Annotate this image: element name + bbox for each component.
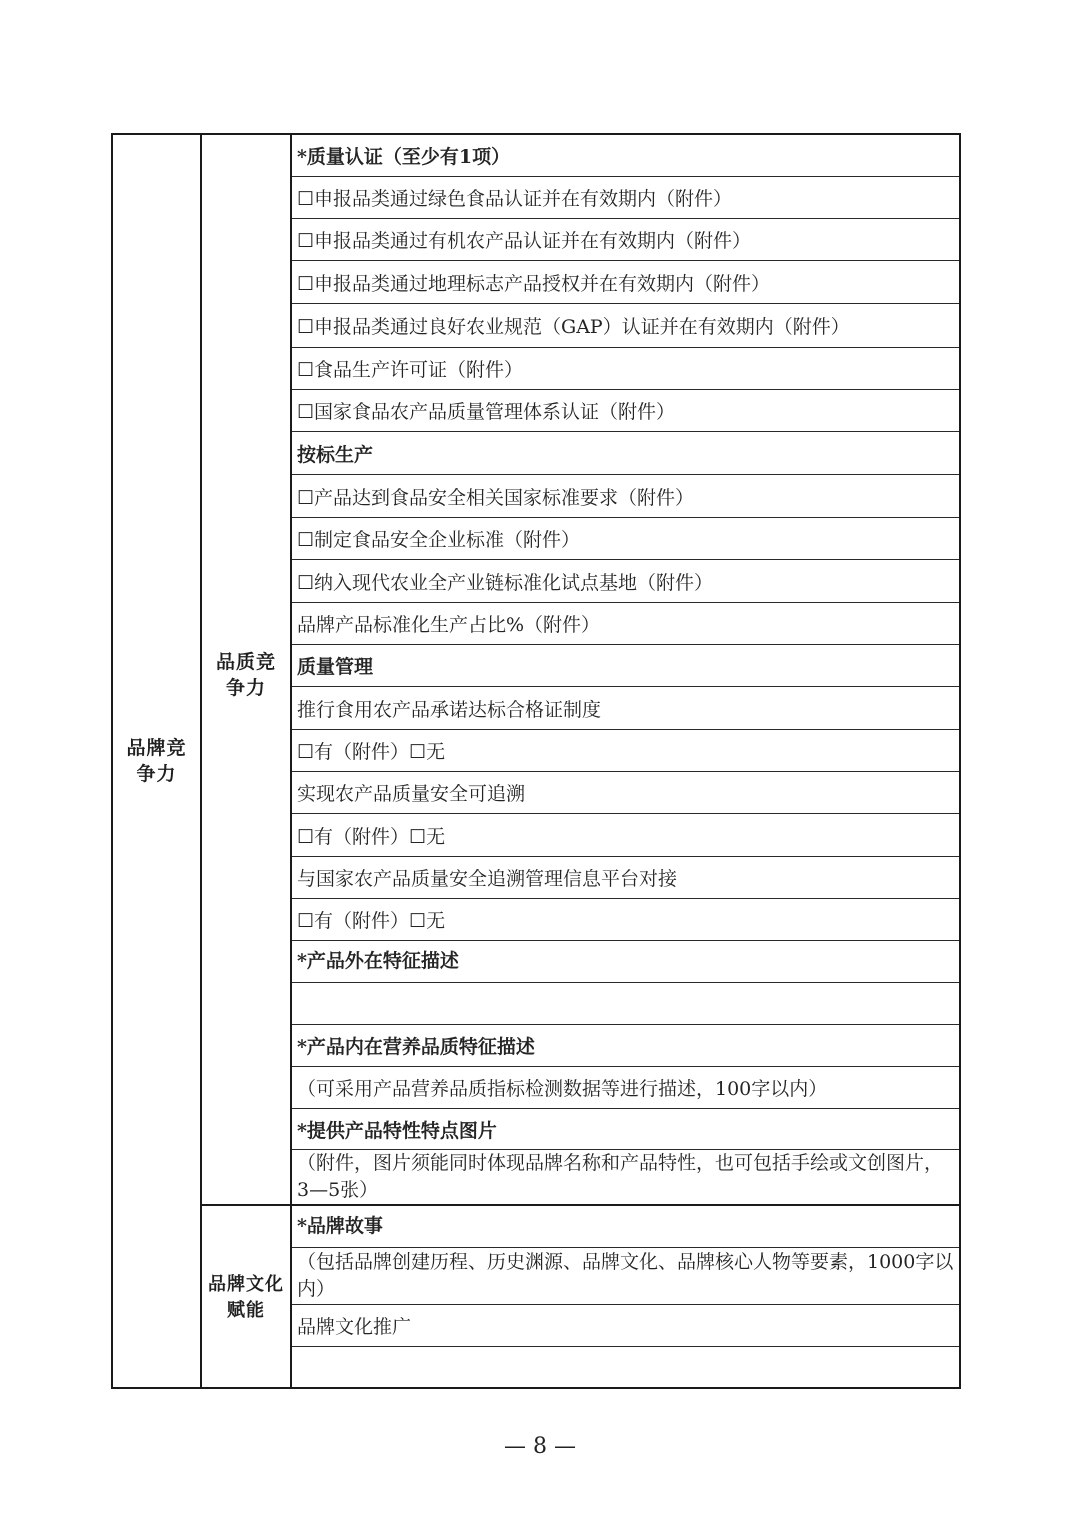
internal-nutrition-field[interactable]: （可采用产品营养品质指标检测数据等进行描述，100字以内） (292, 1067, 959, 1109)
quality-cert-heading: *质量认证（至少有1项） (292, 135, 959, 177)
geo-indication-checkbox-item[interactable]: ☐申报品类通过地理标志产品授权并在有效期内（附件） (292, 261, 959, 304)
food-production-license-checkbox-item[interactable]: ☐食品生产许可证（附件） (292, 348, 959, 390)
traceability-choice[interactable]: ☐有（附件）☐无 (292, 814, 959, 857)
enterprise-standard-checkbox-item[interactable]: ☐制定食品安全企业标准（附件） (292, 518, 959, 560)
platform-connection-item: 与国家农产品质量安全追溯管理信息平台对接 (292, 857, 959, 899)
standard-production-heading: 按标生产 (292, 432, 959, 475)
brand-competitiveness-label: 品牌竞 争力 (126, 737, 187, 785)
green-food-cert-checkbox-item[interactable]: ☐申报品类通过绿色食品认证并在有效期内（附件） (292, 177, 959, 219)
brand-culture-label: 品牌文化 赋能 (208, 1273, 284, 1321)
external-features-field[interactable] (292, 983, 959, 1025)
brand-story-heading: *品牌故事 (292, 1206, 959, 1248)
product-images-field[interactable]: （附件，图片须能同时体现品牌名称和产品特性，也可包括手绘或文创图片，3—5张） (292, 1150, 959, 1206)
quality-management-system-checkbox-item[interactable]: ☐国家食品农产品质量管理体系认证（附件） (292, 390, 959, 432)
brand-culture-promotion-heading: 品牌文化推广 (292, 1305, 959, 1347)
quality-management-heading: 质量管理 (292, 645, 959, 687)
evaluation-table (111, 133, 961, 1389)
product-images-heading: *提供产品特性特点图片 (292, 1109, 959, 1150)
national-standard-checkbox-item[interactable]: ☐产品达到食品安全相关国家标准要求（附件） (292, 475, 959, 518)
organic-cert-checkbox-item[interactable]: ☐申报品类通过有机农产品认证并在有效期内（附件） (292, 219, 959, 261)
standardized-production-ratio-item[interactable]: 品牌产品标准化生产占比%（附件） (292, 603, 959, 645)
items-column (292, 135, 959, 1387)
quality-competitiveness-cell (202, 135, 290, 1206)
internal-nutrition-heading: *产品内在营养品质特征描述 (292, 1025, 959, 1067)
brand-story-field[interactable]: （包括品牌创建历程、历史渊源、品牌文化、品牌核心人物等要素，1000字以内） (292, 1248, 959, 1305)
platform-connection-choice[interactable]: ☐有（附件）☐无 (292, 899, 959, 941)
brand-competitiveness-cell (113, 135, 202, 1387)
traceability-item: 实现农产品质量安全可追溯 (292, 772, 959, 814)
compliance-certificate-choice[interactable]: ☐有（附件）☐无 (292, 730, 959, 772)
compliance-certificate-item: 推行食用农产品承诺达标合格证制度 (292, 687, 959, 730)
external-features-heading: *产品外在特征描述 (292, 941, 959, 983)
brand-culture-promotion-field[interactable] (292, 1347, 959, 1389)
gap-cert-checkbox-item[interactable]: ☐申报品类通过良好农业规范（GAP）认证并在有效期内（附件） (292, 304, 959, 348)
pilot-base-checkbox-item[interactable]: ☐纳入现代农业全产业链标准化试点基地（附件） (292, 560, 959, 603)
page-number: — 8 — (504, 1434, 576, 1459)
brand-culture-cell (202, 1206, 290, 1389)
quality-competitiveness-label: 品质竞 争力 (215, 650, 276, 699)
subcategory-column (202, 135, 292, 1387)
